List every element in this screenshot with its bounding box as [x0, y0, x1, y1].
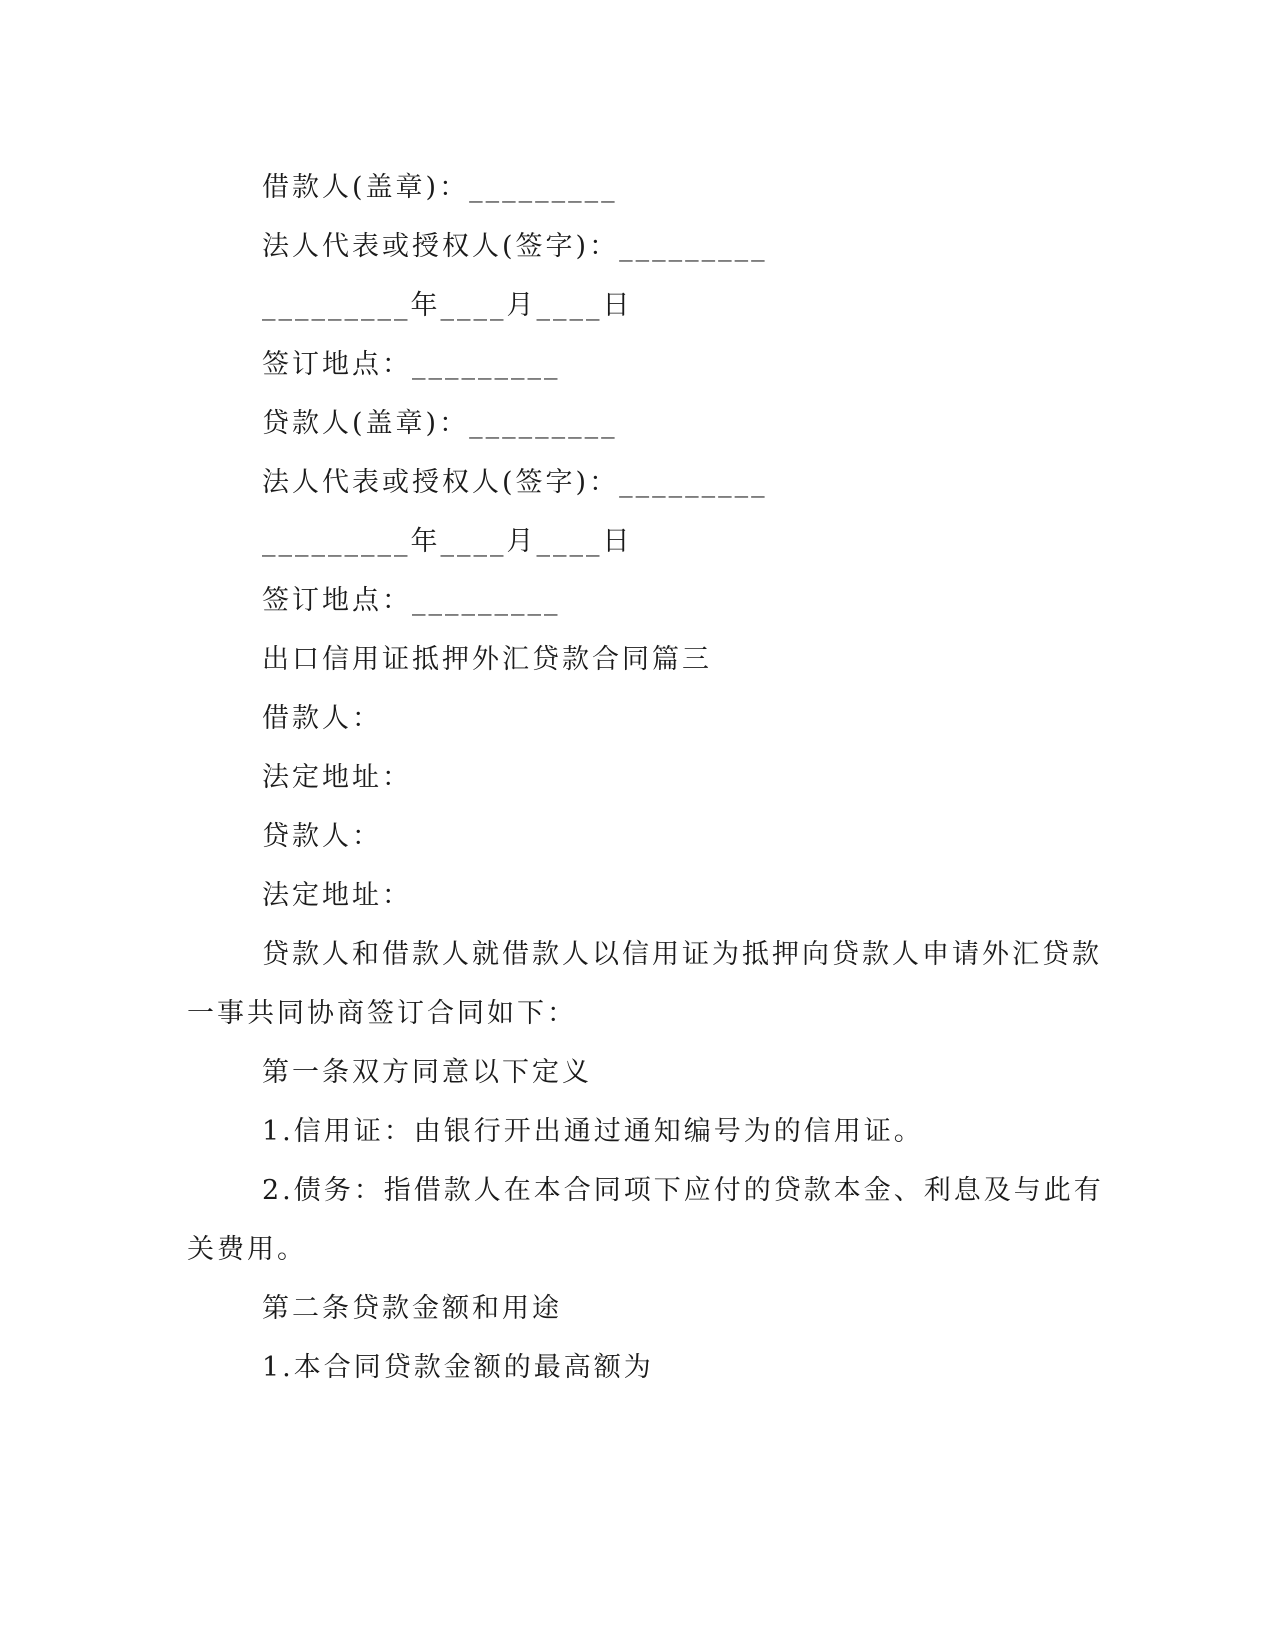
article-one-heading: 第一条双方同意以下定义	[262, 1057, 592, 1088]
borrower-address-label: 法定地址：	[262, 762, 412, 793]
borrower-label: 借款人：	[262, 703, 382, 734]
borrower-representative-signature-line: 法人代表或授权人(签字)：_________	[262, 231, 768, 262]
borrower-signing-place-line: 签订地点：_________	[262, 349, 561, 380]
intro-paragraph-line-2: 一事共同协商签订合同如下：	[187, 998, 577, 1029]
definition-debt-line-1: 2.债务：指借款人在本合同项下应付的贷款本金、利息及与此有	[262, 1175, 1104, 1206]
lender-date-line: _________年____月____日	[262, 526, 633, 557]
lender-label: 贷款人：	[262, 821, 382, 852]
borrower-date-line: _________年____月____日	[262, 290, 633, 321]
intro-paragraph-line-1: 贷款人和借款人就借款人以信用证为抵押向贷款人申请外汇贷款	[262, 939, 1102, 970]
borrower-seal-line: 借款人(盖章)：_________	[262, 172, 618, 203]
section-title: 出口信用证抵押外汇贷款合同篇三	[262, 644, 712, 675]
article-two-heading: 第二条贷款金额和用途	[262, 1293, 562, 1324]
lender-address-label: 法定地址：	[262, 880, 412, 911]
lender-seal-line: 贷款人(盖章)：_________	[262, 408, 618, 439]
definition-debt-line-2: 关费用。	[187, 1234, 307, 1265]
lender-representative-signature-line: 法人代表或授权人(签字)：_________	[262, 467, 768, 498]
definition-letter-of-credit: 1.信用证：由银行开出通过通知编号为的信用证。	[262, 1116, 924, 1147]
loan-amount-clause: 1.本合同贷款金额的最高额为	[262, 1352, 654, 1383]
lender-signing-place-line: 签订地点：_________	[262, 585, 561, 616]
